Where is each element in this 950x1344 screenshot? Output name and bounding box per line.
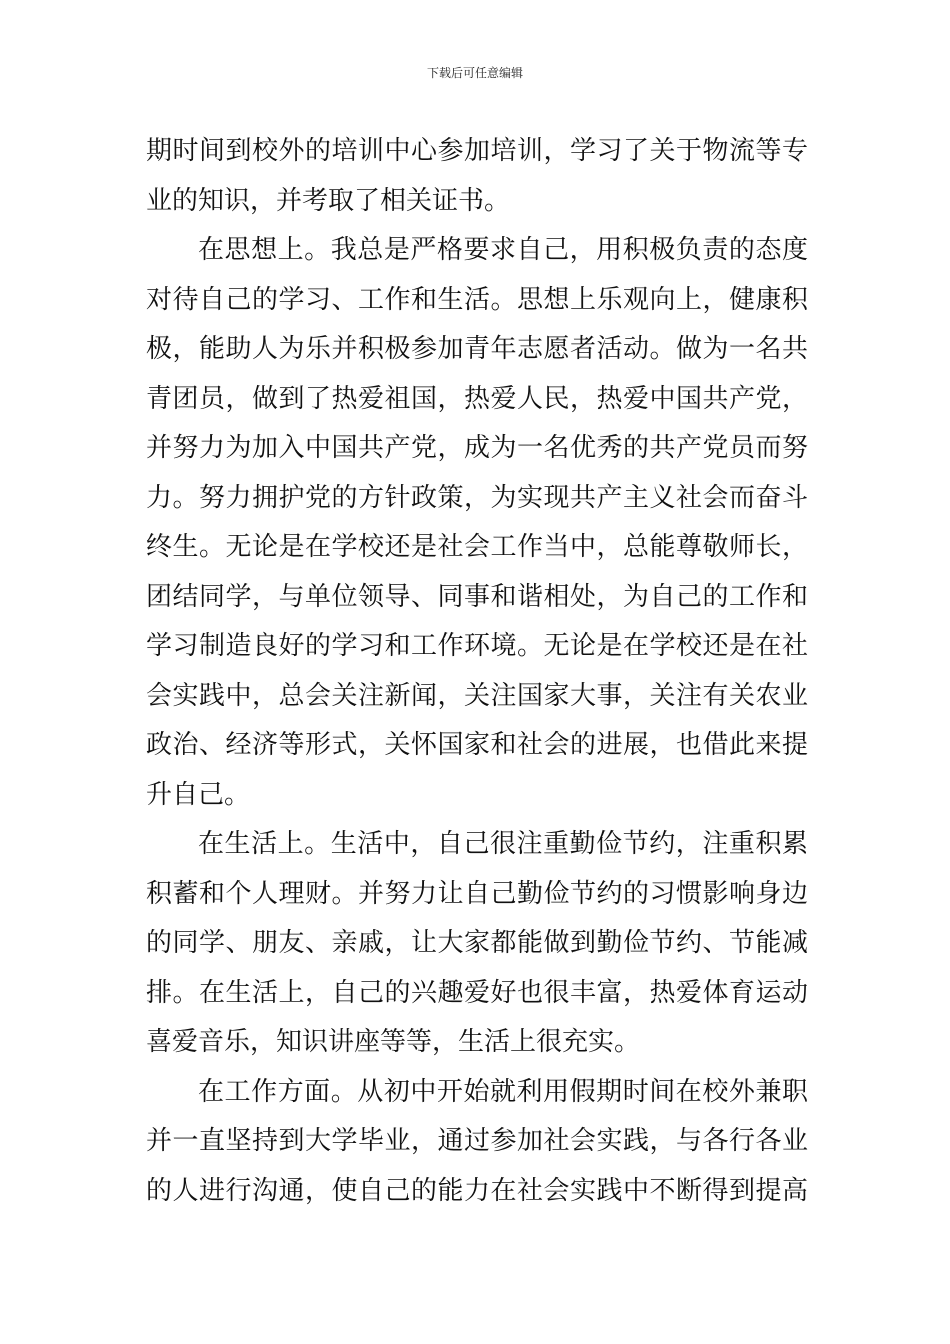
paragraph-line: 学习制造良好的学习和工作环境。无论是在学校还是在社 [146, 631, 808, 661]
paragraph-line: 积蓄和个人理财。并努力让自己勤俭节约的习惯影响身边 [146, 878, 808, 909]
paragraph-line: 终生。无论是在学校还是社会工作当中，总能尊敬师长， [146, 532, 808, 562]
paragraph-line: 会实践中，总会关注新闻，关注国家大事，关注有关农业 [146, 680, 808, 711]
paragraph-line: 政治、经济等形式，关怀国家和社会的进展，也借此来提 [146, 730, 808, 760]
paragraph-line: 的同学、朋友、亲戚，让大家都能做到勤俭节约、节能减 [146, 928, 808, 958]
paragraph-line: 的人进行沟通，使自己的能力在社会实践中不断得到提高 [146, 1175, 808, 1206]
paragraph-line: 在工作方面。从初中开始就利用假期时间在校外兼职 [198, 1076, 808, 1107]
paragraph-line: 并努力为加入中国共产党，成为一名优秀的共产党员而努 [146, 433, 808, 463]
paragraph-line: 团结同学，与单位领导、同事和谐相处，为自己的工作和 [146, 581, 808, 612]
paragraph-line: 排。在生活上，自己的兴趣爱好也很丰富，热爱体育运动 [146, 977, 808, 1008]
paragraph-line: 极，能助人为乐并积极参加青年志愿者活动。做为一名共 [146, 334, 808, 364]
page-header: 下载后可任意编辑 [426, 66, 523, 80]
paragraph-line: 并一直坚持到大学毕业，通过参加社会实践，与各行各业 [146, 1126, 808, 1156]
paragraph-line: 期时间到校外的培训中心参加培训，学习了关于物流等专 [146, 136, 808, 166]
paragraph-line: 喜爱音乐，知识讲座等等，生活上很充实。 [146, 1027, 641, 1057]
paragraph-line: 对待自己的学习、工作和生活。思想上乐观向上，健康积 [146, 284, 808, 315]
paragraph-line: 在生活上。生活中，自己很注重勤俭节约，注重积累 [198, 829, 808, 859]
document-body [146, 127, 808, 1216]
paragraph-line: 业的知识，并考取了相关证书。 [146, 185, 511, 216]
paragraph-line: 升自己。 [146, 779, 251, 810]
paragraph-line: 青团员，做到了热爱祖国，热爱人民，热爱中国共产党， [146, 383, 808, 414]
paragraph-line: 力。努力拥护党的方针政策，为实现共产主义社会而奋斗 [146, 482, 808, 513]
paragraph-line: 在思想上。我总是严格要求自己，用积极负责的态度 [198, 235, 808, 265]
